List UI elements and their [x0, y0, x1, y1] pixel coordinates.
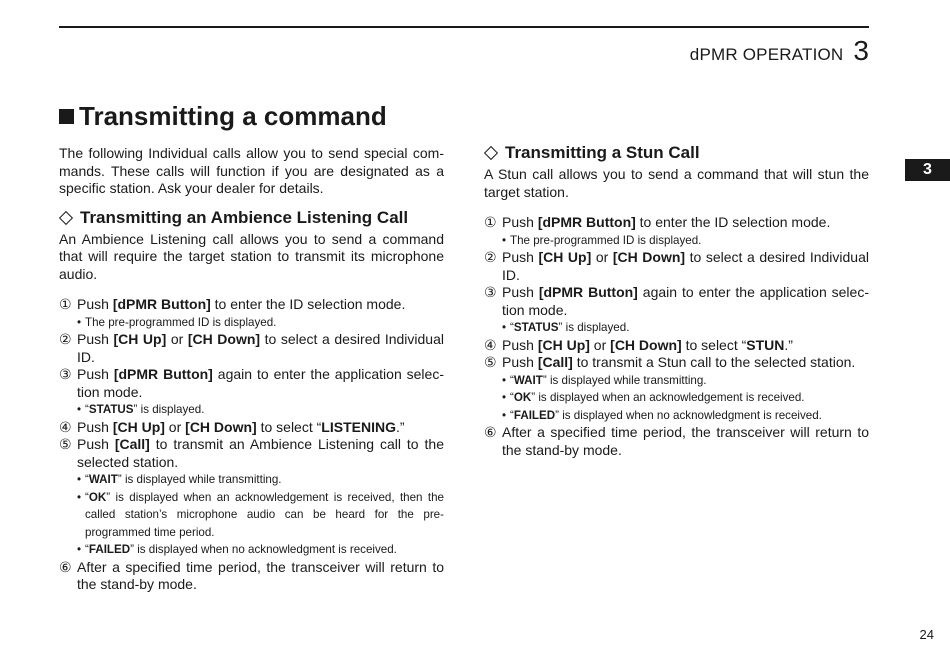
step-text: Push [CH Up] or [CH Down] to select “LISTENING.”: [77, 418, 405, 435]
step-number: ⑥: [59, 558, 72, 575]
step-text: Push [dPMR Button] to enter the ID selection mode.: [502, 214, 831, 230]
ambience-heading: [59, 207, 444, 229]
left-column: [59, 145, 444, 594]
stun-step-3-note: • “STATUS” is displayed.: [502, 321, 630, 334]
chapter-number: 3: [853, 35, 869, 66]
ambience-step-5-note-ok: • “OK” is displayed when an acknowledgement is received, then the called station’s microphone audio can be heard for the pre- programmed time period.: [77, 490, 444, 539]
page-title-text: Transmitting a command: [79, 101, 387, 131]
right-column: [484, 142, 869, 459]
ambience-description: An Ambience Listening call allows you to send a command that will require the target station to transmit its microphone audio.: [59, 230, 444, 282]
stun-heading: [484, 142, 869, 164]
stun-step-3: [484, 284, 869, 319]
step-number: ③: [59, 366, 72, 382]
diamond-icon: [59, 210, 73, 224]
step-text: Push [Call] to transmit a Stun call to the selected station.: [502, 354, 856, 370]
step-number: ④: [484, 336, 497, 353]
stun-step-2: [484, 249, 869, 284]
step-text: Push [CH Up] or [CH Down] to select “STUN.”: [502, 336, 793, 353]
stun-step-5-note-ok: • “OK” is displayed when an acknowledgement is received.: [502, 391, 805, 404]
running-header: [690, 35, 869, 67]
stun-description: A Stun call allows you to send a command that will stun the target station.: [484, 166, 869, 200]
ambience-step-6: [59, 559, 444, 594]
step-text: Push [dPMR Button] again to enter the application selec- tion mode.: [502, 284, 869, 318]
step-text: Push [CH Up] or [CH Down] to select a desired Individual ID.: [502, 249, 869, 283]
square-bullet-icon: [59, 109, 74, 124]
page-number: 24: [919, 627, 934, 642]
step-number: ②: [59, 331, 72, 347]
top-rule: [59, 26, 869, 28]
step-text: After a specified time period, the transceiver will return to the stand-by mode.: [502, 424, 869, 458]
chapter-tab: 3: [905, 159, 950, 181]
ambience-step-5: [59, 436, 444, 471]
page-title: [59, 101, 387, 132]
stun-step-1: [484, 214, 869, 232]
stun-step-5-note-wait: • “WAIT” is displayed while transmitting.: [502, 373, 707, 387]
ambience-step-3-note: • “STATUS” is displayed.: [77, 403, 205, 416]
step-text: Push [Call] to transmit an Ambience Listening call to the selected station.: [77, 436, 444, 470]
step-number: ⑤: [59, 436, 72, 452]
step-number: ④: [59, 418, 72, 435]
ambience-step-1: [59, 296, 444, 314]
stun-step-5: [484, 354, 869, 372]
step-text: After a specified time period, the transceiver will return to the stand-by mode.: [77, 558, 444, 592]
ambience-step-5-note-failed: • “FAILED” is displayed when no acknowledgment is received.: [77, 543, 397, 556]
step-text: Push [dPMR Button] again to enter the application selec- tion mode.: [77, 366, 444, 400]
stun-step-1-note: • The pre-programmed ID is displayed.: [502, 233, 702, 247]
section-name: dPMR OPERATION: [689, 45, 844, 64]
step-text: Push [dPMR Button] to enter the ID selection mode.: [77, 296, 406, 312]
stun-step-4: [484, 337, 869, 355]
ambience-step-3: [59, 366, 444, 401]
ambience-heading-text: Transmitting an Ambience Listening Call: [80, 207, 409, 227]
ambience-step-1-note: • The pre-programmed ID is displayed.: [77, 315, 277, 329]
ambience-step-2: [59, 331, 444, 366]
stun-step-6: [484, 424, 869, 459]
step-text: Push [CH Up] or [CH Down] to select a desired Individual ID.: [77, 331, 444, 365]
step-number: ⑤: [484, 354, 497, 370]
ambience-step-5-note-wait: • “WAIT” is displayed while transmitting.: [77, 473, 282, 486]
step-number: ⑥: [484, 424, 497, 440]
ambience-step-4: [59, 419, 444, 437]
intro-paragraph: The following Individual calls allow you to send special com- mands. These calls will function if you are designated as a specific station. Ask your dealer for details.: [59, 145, 444, 196]
step-number: ①: [59, 296, 72, 312]
stun-heading-text: Transmitting a Stun Call: [505, 143, 700, 162]
step-number: ②: [484, 249, 497, 265]
step-number: ①: [484, 214, 497, 230]
step-number: ③: [484, 284, 497, 300]
stun-step-5-note-failed: • “FAILED” is displayed when no acknowledgment is received.: [502, 408, 822, 422]
diamond-icon: [484, 146, 498, 160]
